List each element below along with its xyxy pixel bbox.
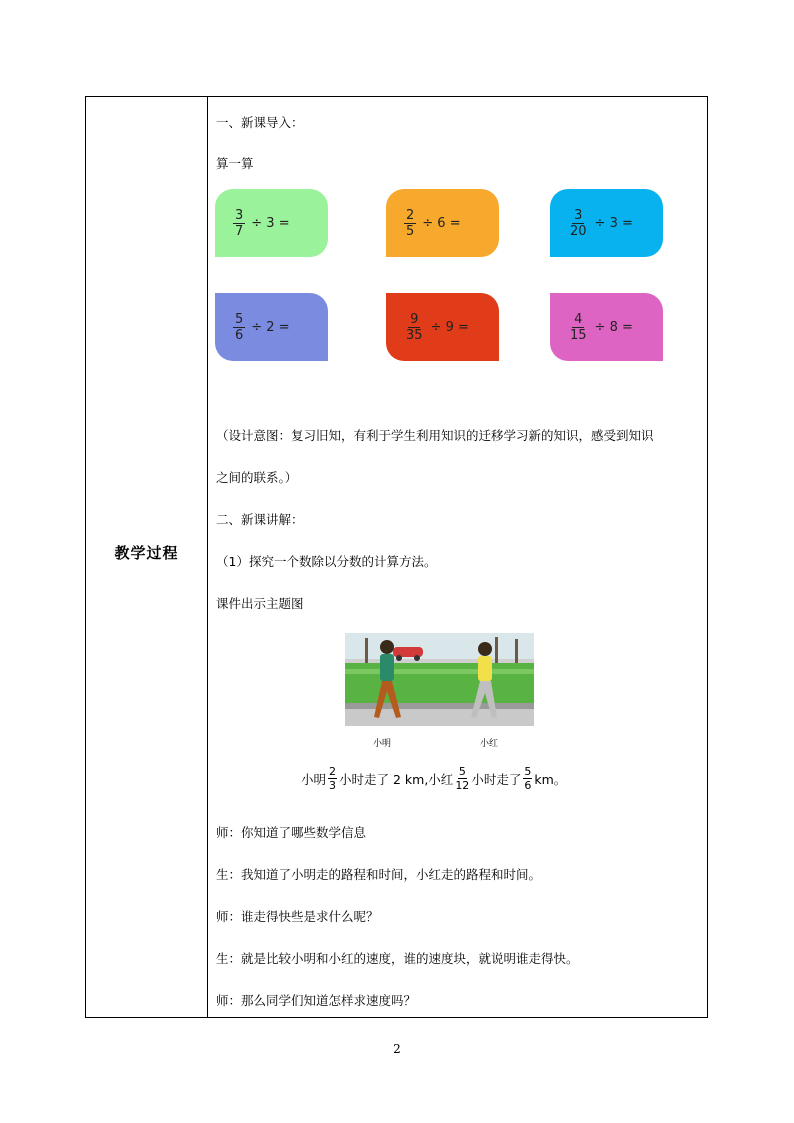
operation: ÷ 3 = <box>594 215 633 231</box>
dialogue-line-3: 师：谁走得快些是求什么呢？ <box>216 909 379 924</box>
calc-card-6 <box>550 293 663 361</box>
sentence-part-1: 小明 <box>301 771 327 787</box>
operation: ÷ 3 = <box>251 215 290 231</box>
denominator: 12 <box>455 779 470 792</box>
calc-card-3 <box>550 189 663 257</box>
calc-card-2 <box>386 189 499 257</box>
denominator: 35 <box>406 327 423 343</box>
fraction-two-thirds <box>328 765 337 792</box>
content-cell <box>208 97 707 1017</box>
denominator: 6 <box>524 779 532 792</box>
fraction <box>233 208 245 239</box>
numerator: 2 <box>329 765 337 778</box>
design-note-line-2: 之间的联系。） <box>216 470 298 485</box>
calc-card-1 <box>215 189 328 257</box>
fraction <box>568 208 589 239</box>
sentence-part-2: 小时走了 2 km,小红 <box>339 771 454 787</box>
fraction-five-twelfths <box>455 765 469 792</box>
new-lesson-heading: 二、新课讲解： <box>216 512 304 527</box>
calc-card-4 <box>215 293 328 361</box>
fraction <box>568 312 589 343</box>
denominator: 6 <box>235 327 244 343</box>
denominator: 15 <box>570 327 587 343</box>
numerator: 5 <box>235 311 244 327</box>
theme-illustration <box>345 633 534 726</box>
numerator: 4 <box>574 311 583 327</box>
numerator: 3 <box>235 207 244 223</box>
page-number: 2 <box>393 1042 401 1056</box>
fraction-five-sixths <box>523 765 532 792</box>
denominator: 20 <box>570 223 587 239</box>
operation: ÷ 6 = <box>422 215 461 231</box>
design-note-line-1: （设计意图：复习旧知，有利于学生利用知识的迁移学习新的知识，感受到知识 <box>216 428 654 443</box>
sentence-part-3: 小时走了 <box>471 771 522 787</box>
numerator: 9 <box>410 311 419 327</box>
problem-sentence <box>301 765 566 792</box>
numerator: 2 <box>406 207 415 223</box>
courseware-line: 课件出示主题图 <box>216 596 304 611</box>
row-label: 教学过程 <box>114 544 179 562</box>
operation: ÷ 9 = <box>430 319 469 335</box>
denominator: 5 <box>406 223 415 239</box>
denominator: 3 <box>329 779 337 792</box>
denominator: 7 <box>235 223 244 239</box>
operation: ÷ 2 = <box>251 319 290 335</box>
dialogue-line-5: 师：那么同学们知道怎样求速度吗？ <box>216 993 417 1008</box>
operation: ÷ 8 = <box>594 319 633 335</box>
walking-children-illustration <box>345 633 534 726</box>
explore-heading: （1）探究一个数除以分数的计算方法。 <box>216 554 437 569</box>
numerator: 5 <box>458 765 466 778</box>
fraction <box>404 208 416 239</box>
lesson-table <box>85 96 708 1018</box>
dialogue-line-2: 生：我知道了小明走的路程和时间，小红走的路程和时间。 <box>216 867 542 882</box>
fraction <box>233 312 245 343</box>
calc-heading: 算一算 <box>216 156 254 171</box>
numerator: 3 <box>574 207 583 223</box>
dialogue-line-4: 生：就是比较小明和小红的速度，谁的速度块，就说明谁走得快。 <box>216 951 579 966</box>
sentence-part-4: km。 <box>534 771 567 787</box>
caption-xiaoming: 小明 <box>373 739 392 749</box>
calc-card-5 <box>386 293 499 361</box>
caption-xiaohong: 小红 <box>480 739 499 749</box>
fraction <box>404 312 425 343</box>
numerator: 5 <box>524 765 532 778</box>
dialogue-line-1: 师：你知道了哪些数学信息 <box>216 825 367 840</box>
intro-heading: 一、新课导入： <box>216 115 304 130</box>
